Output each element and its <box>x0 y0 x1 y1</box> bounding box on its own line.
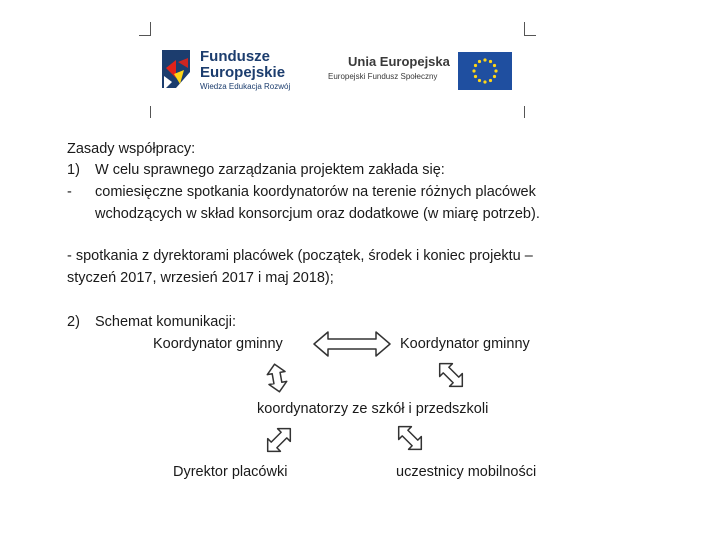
fundusze-tagline: Wiedza Edukacja Rozwój <box>200 82 291 91</box>
double-arrow-left-top-icon <box>262 360 292 396</box>
dash1-marker: - <box>67 184 72 200</box>
double-arrow-right-bottom-icon <box>393 421 427 455</box>
node-uczestnicy: uczestnicy mobilności <box>396 464 537 480</box>
double-arrow-horizontal-icon <box>312 330 392 358</box>
dash2-line2: styczeń 2017, wrzesień 2017 i maj 2018); <box>67 270 334 286</box>
node-koordynator-right: Koordynator gminny <box>400 336 530 352</box>
double-arrow-left-bottom-icon <box>262 423 296 457</box>
crop-mark <box>524 35 536 36</box>
dash2-line1: - spotkania z dyrektorami placówek (początek, środek i koniec projektu – <box>67 248 533 264</box>
crop-mark <box>150 106 151 118</box>
ue-subtitle: Europejski Fundusz Społeczny <box>328 72 438 81</box>
crop-mark <box>150 22 151 36</box>
fundusze-europejskie-logo <box>160 44 305 96</box>
item2-text: Schemat komunikacji: <box>95 314 237 330</box>
unia-europejska-logo <box>328 52 513 92</box>
dash1-line2: wchodzących w skład konsorcjum oraz dodatkowe (w miarę potrzeb). <box>95 206 540 222</box>
crop-mark <box>139 35 151 36</box>
node-koordynator-left: Koordynator gminny <box>153 336 283 352</box>
item1-text: W celu sprawnego zarządzania projektem zakłada się: <box>95 162 445 178</box>
dash1-line1: comiesięczne spotkania koordynatorów na terenie różnych placówek <box>95 184 536 200</box>
item1-number: 1) <box>67 162 80 178</box>
node-dyrektor: Dyrektor placówki <box>173 464 288 480</box>
double-arrow-right-top-icon <box>434 358 468 392</box>
ue-title: Unia Europejska <box>348 54 450 69</box>
eu-flag-icon <box>458 52 512 90</box>
crop-mark <box>524 106 525 118</box>
item2-number: 2) <box>67 314 80 330</box>
fundusze-line1: Fundusze <box>200 48 270 65</box>
heading: Zasady współpracy: <box>67 141 196 157</box>
crop-mark <box>524 22 525 36</box>
node-koordynatorzy-szkol: koordynatorzy ze szkół i przedszkoli <box>257 401 489 417</box>
fundusze-emblem-icon <box>160 44 196 96</box>
fundusze-line2: Europejskie <box>200 64 286 81</box>
